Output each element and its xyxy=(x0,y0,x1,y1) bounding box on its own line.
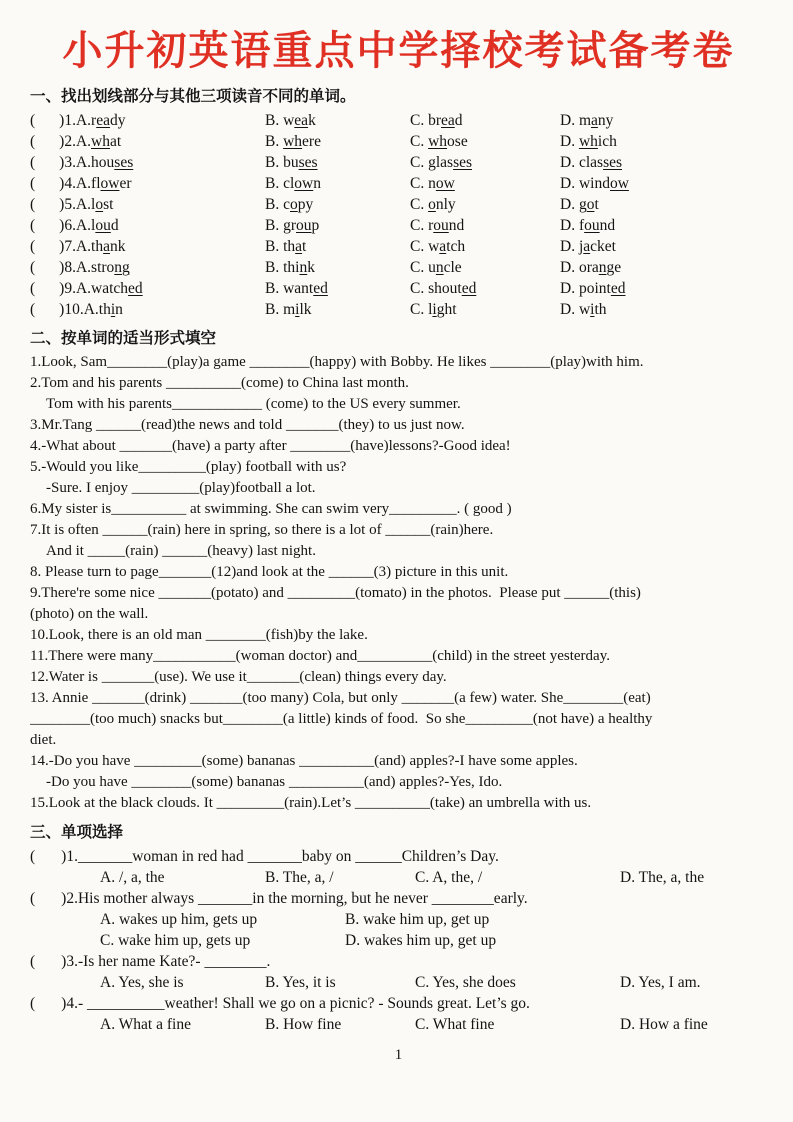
underlined-part: ed xyxy=(128,280,143,297)
section3-heading: 三、单项选择 xyxy=(30,824,124,841)
answer-bracket: ( xyxy=(30,848,36,865)
answer-bracket: ( xyxy=(30,890,36,907)
pronunciation-question-row xyxy=(30,278,767,299)
fill-blank-line: Tom with his parents____________ (come) to the US every summer. xyxy=(46,396,461,412)
underlined-part: ses xyxy=(603,154,623,171)
option-label: D. xyxy=(560,196,579,213)
answer-bracket-and-option-a: ( )5.A.lost xyxy=(30,196,114,213)
answer-bracket: ( xyxy=(30,238,36,255)
underlined-part: ow xyxy=(100,175,120,192)
underlined-part: ea xyxy=(294,112,309,129)
option-label: D. xyxy=(560,217,579,234)
option-label: C. xyxy=(410,280,429,297)
fill-blank-line: -Sure. I enjoy _________(play)football a lot. xyxy=(46,480,316,496)
underlined-part: ses xyxy=(114,154,134,171)
option-b: B. copy xyxy=(265,196,314,213)
option-label: B. xyxy=(265,154,284,171)
option-c: C. shouted xyxy=(410,280,477,297)
option-label: B. xyxy=(265,217,284,234)
option-c: C. glasses xyxy=(410,154,473,171)
answer-bracket-and-option-a: ( )1.A.ready xyxy=(30,112,126,129)
option-b: B. clown xyxy=(265,175,321,192)
answer-bracket-and-option-a: ( )9.A.watched xyxy=(30,280,143,297)
option-label: B. xyxy=(265,175,284,192)
option-label: C. xyxy=(410,154,429,171)
option-a: A. Yes, she is xyxy=(100,974,184,991)
option-c: C. Yes, she does xyxy=(415,974,516,991)
underlined-part: a xyxy=(439,238,447,255)
option-d: D. which xyxy=(560,133,617,150)
fill-blank-line: 9.There're some nice _______(potato) and _________(tomato) in the photos. Please put ______(this) xyxy=(30,585,641,601)
underlined-part: wh xyxy=(283,133,303,150)
pronunciation-question-row xyxy=(30,173,767,194)
answer-bracket: ( xyxy=(30,217,36,234)
underlined-part: o xyxy=(289,196,298,213)
question-number: )10.A. xyxy=(59,301,99,318)
underlined-part: wh xyxy=(578,133,598,150)
option-label: D. xyxy=(560,133,579,150)
underlined-part: wh xyxy=(428,133,448,150)
underlined-part: ed xyxy=(610,280,626,297)
option-d: D. Yes, I am. xyxy=(620,974,701,991)
choice-question-stem xyxy=(30,888,767,909)
answer-bracket-and-option-a: ( )2.A.what xyxy=(30,133,122,150)
question-number: )5.A. xyxy=(59,196,92,213)
choice-options xyxy=(30,972,767,993)
choice-options xyxy=(30,909,767,951)
option-c: C. uncle xyxy=(410,259,462,276)
choice-question-stem xyxy=(30,951,767,972)
option-d: D. many xyxy=(560,112,614,129)
fill-blank-line: 15.Look at the black clouds. It _________(rain).Let’s __________(take) an umbrella with us. xyxy=(30,795,592,811)
option-label: B. xyxy=(265,259,284,276)
fill-blank-line: And it _____(rain) ______(heavy) last night. xyxy=(46,543,316,559)
fill-blank-line: ________(too much) snacks but________(a little) kinds of food. So she_________(not have) a healthy xyxy=(30,711,653,727)
stem-text: )3.-Is her name Kate?- ________. xyxy=(61,953,271,970)
underlined-part: a xyxy=(103,238,110,255)
underlined-part: ea xyxy=(441,112,455,129)
underlined-part: a xyxy=(583,238,591,255)
option-c: C. A, the, / xyxy=(415,869,483,886)
option-b: B. that xyxy=(265,238,307,255)
fill-blank-line: 8. Please turn to page_______(12)and look at the ______(3) picture in this unit. xyxy=(30,564,509,580)
underlined-part: ses xyxy=(453,154,473,171)
fill-blank-line: 5.-Would you like_________(play) football with us? xyxy=(30,459,347,475)
question-number: )2.A. xyxy=(59,133,92,150)
option-b: B. The, a, / xyxy=(265,869,334,886)
option-d: D. pointed xyxy=(560,280,626,297)
fill-blank-line: 12.Water is _______(use). We use it_______(clean) things every day. xyxy=(30,669,447,685)
question-number: )3.A. xyxy=(59,154,92,171)
option-d: D. How a fine xyxy=(620,1016,708,1033)
stem-text: )1._______woman in red had _______baby on ______Children’s Day. xyxy=(61,848,499,865)
fill-blank-line: 11.There were many___________(woman doctor) and__________(child) in the street yesterday. xyxy=(30,648,610,664)
option-d: D. The, a, the xyxy=(620,869,705,886)
answer-bracket-and-option-a: ( )3.A.houses xyxy=(30,154,134,171)
question-number: )1.A. xyxy=(59,112,92,129)
answer-bracket: ( xyxy=(30,112,36,129)
option-label: C. xyxy=(410,217,429,234)
fill-blank-line: (photo) on the wall. xyxy=(30,606,149,622)
fill-blank-line: 14.-Do you have _________(some) bananas __________(and) apples?-I have some apples. xyxy=(30,753,578,769)
option-a: A. /, a, the xyxy=(100,869,165,886)
answer-bracket: ( xyxy=(30,953,36,970)
option-d: D. window xyxy=(560,175,629,192)
option-a: A. What a fine xyxy=(100,1016,191,1033)
option-c: C. now xyxy=(410,175,455,192)
section1-rows xyxy=(30,110,767,320)
option-c: C. bread xyxy=(410,112,463,129)
option-d: D. wakes him up, get up xyxy=(345,932,497,949)
option-c: C. What fine xyxy=(415,1016,495,1033)
option-b: B. milk xyxy=(265,301,312,318)
option-b: B. where xyxy=(265,133,321,150)
choice-question-stem xyxy=(30,846,767,867)
fill-blank-line: 6.My sister is__________ at swimming. She can swim very_________. ( good ) xyxy=(30,501,512,517)
section2-heading: 二、按单词的适当形式填空 xyxy=(30,330,217,347)
fill-blank-line: 13. Annie _______(drink) _______(too many) Cola, but only _______(a few) water. She________(eat) xyxy=(30,690,651,706)
option-c: C. only xyxy=(410,196,456,213)
page-number: 1 xyxy=(394,1047,403,1063)
option-c: C. wake him up, gets up xyxy=(100,932,251,949)
option-label: D. xyxy=(560,175,579,192)
option-c: C. round xyxy=(410,217,465,234)
underlined-part: ou xyxy=(584,217,600,234)
option-label: B. xyxy=(265,112,284,129)
section1-heading: 一、找出划线部分与其他三项读音不同的单词。 xyxy=(30,88,356,105)
option-label: D. xyxy=(560,154,579,171)
fill-blank-line: 1.Look, Sam________(play)a game ________(happy) with Bobby. He likes ________(play)with him. xyxy=(30,354,644,370)
underlined-part: a xyxy=(591,112,598,129)
answer-bracket: ( xyxy=(30,280,36,297)
underlined-part: ng xyxy=(114,259,130,276)
underlined-part: wh xyxy=(91,133,110,150)
answer-bracket-and-option-a: ( )8.A.strong xyxy=(30,259,130,276)
fill-blank-line: -Do you have ________(some) bananas __________(and) apples?-Yes, Ido. xyxy=(46,774,503,790)
pronunciation-question-row xyxy=(30,236,767,257)
answer-bracket: ( xyxy=(30,301,36,318)
option-b: B. think xyxy=(265,259,315,276)
question-number: )9.A. xyxy=(59,280,92,297)
choice-options xyxy=(30,1014,767,1035)
option-b: B. buses xyxy=(265,154,318,171)
answer-bracket-and-option-a: ( )6.A.loud xyxy=(30,217,119,234)
underlined-part: ed xyxy=(461,280,477,297)
page-title: 小升初英语重点中学择校考试备考卷 xyxy=(62,29,735,73)
answer-bracket-and-option-a: ( )7.A.thank xyxy=(30,238,126,255)
underlined-part: ses xyxy=(298,154,318,171)
option-label: D. xyxy=(560,112,579,129)
underlined-part: ou xyxy=(95,217,111,234)
stem-text: )4.- __________weather! Shall we go on a picnic? - Sounds great. Let’s go. xyxy=(61,995,530,1012)
option-label: C. xyxy=(410,238,429,255)
option-d: D. orange xyxy=(560,259,622,276)
option-label: D. xyxy=(560,238,579,255)
option-label: D. xyxy=(560,301,579,318)
section2-lines xyxy=(30,352,767,814)
underlined-part: n xyxy=(598,259,607,276)
pronunciation-question-row xyxy=(30,194,767,215)
option-b: B. weak xyxy=(265,112,316,129)
underlined-part: i xyxy=(432,301,437,318)
choice-question-stem xyxy=(30,993,767,1014)
stem-text: )2.His mother always _______in the morning, but he never ________early. xyxy=(61,890,528,907)
option-c: C. watch xyxy=(410,238,466,255)
underlined-part: ow xyxy=(435,175,455,192)
option-label: C. xyxy=(410,196,429,213)
answer-bracket: ( xyxy=(30,133,36,150)
underlined-part: o xyxy=(428,196,436,213)
option-d: D. with xyxy=(560,301,607,318)
option-c: C. whose xyxy=(410,133,468,150)
fill-blank-line: 7.It is often ______(rain) here in spring, so there is a lot of ______(rain)here. xyxy=(30,522,494,538)
option-label: C. xyxy=(410,175,429,192)
option-label: C. xyxy=(410,301,429,318)
question-number: )7.A. xyxy=(59,238,92,255)
answer-bracket-and-option-a: ( )10.A.thin xyxy=(30,301,123,318)
underlined-part: o xyxy=(586,196,595,213)
underlined-part: i xyxy=(110,301,116,318)
underlined-part: ou xyxy=(433,217,449,234)
pronunciation-question-row xyxy=(30,110,767,131)
option-label: B. xyxy=(265,238,284,255)
fill-blank-line: 2.Tom and his parents __________(come) to China last month. xyxy=(30,375,409,391)
option-d: D. classes xyxy=(560,154,623,171)
pronunciation-question-row xyxy=(30,215,767,236)
option-label: C. xyxy=(410,112,429,129)
option-b: B. How fine xyxy=(265,1016,342,1033)
question-number: )8.A. xyxy=(59,259,92,276)
answer-bracket: ( xyxy=(30,175,36,192)
pronunciation-question-row xyxy=(30,299,767,320)
option-d: D. found xyxy=(560,217,616,234)
underlined-part: i xyxy=(295,301,300,318)
section3-questions xyxy=(30,846,767,1035)
underlined-part: ea xyxy=(96,112,110,129)
option-label: B. xyxy=(265,133,284,150)
underlined-part: a xyxy=(295,238,303,255)
option-d: D. jacket xyxy=(560,238,616,255)
option-c: C. light xyxy=(410,301,457,318)
answer-bracket: ( xyxy=(30,259,36,276)
option-label: B. xyxy=(265,280,284,297)
underlined-part: o xyxy=(95,196,104,213)
answer-bracket-and-option-a: ( )4.A.flower xyxy=(30,175,132,192)
option-label: B. xyxy=(265,196,284,213)
option-label: D. xyxy=(560,280,579,297)
option-a: A. wakes up him, gets up xyxy=(100,911,258,928)
question-number: )4.A. xyxy=(59,175,92,192)
fill-blank-line: 3.Mr.Tang ______(read)the news and told _______(they) to us just now. xyxy=(30,417,465,433)
question-number: )6.A. xyxy=(59,217,92,234)
option-b: B. wake him up, get up xyxy=(345,911,490,928)
option-b: B. group xyxy=(265,217,320,234)
underlined-part: n xyxy=(435,259,444,276)
pronunciation-question-row xyxy=(30,152,767,173)
underlined-part: ow xyxy=(294,175,314,192)
underlined-part: ow xyxy=(609,175,629,192)
option-d: D. got xyxy=(560,196,599,213)
option-label: B. xyxy=(265,301,284,318)
answer-bracket: ( xyxy=(30,196,36,213)
option-label: C. xyxy=(410,259,429,276)
pronunciation-question-row xyxy=(30,257,767,278)
underlined-part: i xyxy=(590,301,595,318)
choice-options xyxy=(30,867,767,888)
fill-blank-line: 4.-What about _______(have) a party after ________(have)lessons?-Good idea! xyxy=(30,438,511,454)
option-b: B. Yes, it is xyxy=(265,974,336,991)
underlined-part: ed xyxy=(313,280,328,297)
option-label: C. xyxy=(410,133,429,150)
option-b: B. wanted xyxy=(265,280,328,297)
underlined-part: n xyxy=(299,259,308,276)
answer-bracket: ( xyxy=(30,154,36,171)
fill-blank-line: 10.Look, there is an old man ________(fish)by the lake. xyxy=(30,627,368,643)
underlined-part: ou xyxy=(296,217,312,234)
pronunciation-question-row xyxy=(30,131,767,152)
fill-blank-line: diet. xyxy=(30,732,57,748)
option-label: D. xyxy=(560,259,579,276)
answer-bracket: ( xyxy=(30,995,36,1012)
